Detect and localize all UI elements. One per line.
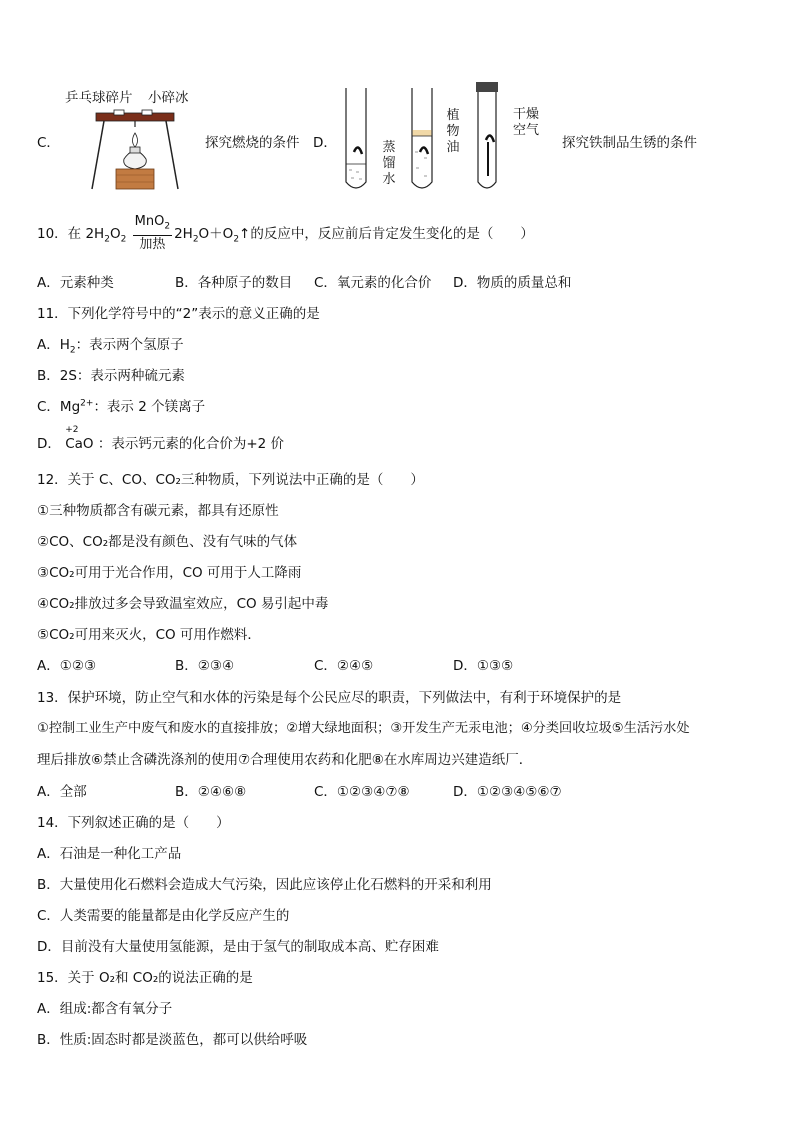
valence-mark: +2 — [65, 425, 79, 435]
q13-stem: 13．保护环境，防止空气和水体的污染是每个公民应尽的职责，下列做法中，有利于环境保护的是 — [37, 690, 622, 706]
q13-option-d[interactable]: D．①②③④⑤⑥⑦ — [453, 784, 562, 800]
q14-option-d[interactable]: D．目前没有大量使用氢能源，是由于氢气的制取成本高、贮存困难 — [37, 939, 439, 955]
q13-option-a[interactable]: A．全部 — [37, 784, 87, 800]
q14-stem: 14．下列叙述正确的是（ ） — [37, 815, 230, 831]
q10-option-c[interactable]: C．氧元素的化合价 — [314, 275, 432, 291]
q12-statement: ③CO₂可用于光合作用，CO 可用于人工降雨 — [37, 565, 302, 581]
q10-option-d[interactable]: D．物质的质量总和 — [453, 275, 572, 291]
q11-option-d[interactable]: D． +2 CaO ：表示钙元素的化合价为+2 价 — [37, 425, 285, 452]
q14-option-a[interactable]: A．石油是一种化工产品 — [37, 846, 182, 862]
label-pingpong: 乒乓球碎片 — [65, 90, 133, 106]
q10-stem: 10．在 $2H_2O_2$ $\frac{MnO_2}{\text{加热}}$ $2H_2O+O_2↑$的反应中，反应前后肯定发生变化的是（ ） — [37, 214, 534, 252]
q15-option-b[interactable]: B．性质:固态时都是淡蓝色，都可以供给呼吸 — [37, 1032, 308, 1048]
q10-option-a[interactable]: A．元素种类 — [37, 275, 114, 291]
q13-option-b[interactable]: B．②④⑥⑧ — [175, 784, 247, 800]
reaction-condition: $\frac{MnO_2}{\text{加热}}$ — [134, 214, 171, 252]
q15-option-a[interactable]: A．组成:都含有氧分子 — [37, 1001, 173, 1017]
caption-rust: 探究铁制品生锈的条件 — [562, 135, 697, 151]
q12-statement: ②CO、CO₂都是没有颜色、没有气味的气体 — [37, 534, 298, 550]
caption-combustion: 探究燃烧的条件 — [205, 135, 300, 151]
q12-statement: ①三种物质都含有碳元素，都具有还原性 — [37, 503, 279, 519]
q12-option-c[interactable]: C．②④⑤ — [314, 658, 374, 674]
q11-option-b[interactable]: B．2S：表示两种硫元素 — [37, 368, 185, 384]
q12-option-a[interactable]: A．①②③ — [37, 658, 97, 674]
q13-option-c[interactable]: C．①②③④⑦⑧ — [314, 784, 410, 800]
q12-stem: 12．关于 C、CO、CO₂三种物质，下列说法中正确的是（ ） — [37, 472, 424, 488]
q10-option-b[interactable]: B．各种原子的数目 — [175, 275, 293, 291]
label-ice: 小碎冰 — [148, 90, 189, 106]
q11-stem: 11．下列化学符号中的“2”表示的意义正确的是 — [37, 306, 320, 322]
option-letter-d: D． — [313, 135, 337, 151]
option-letter-c: C． — [37, 135, 60, 151]
rust-test-tubes-figure — [340, 82, 520, 194]
q12-option-b[interactable]: B．②③④ — [175, 658, 235, 674]
q14-option-b[interactable]: B．大量使用化石燃料会造成大气污染，因此应该停止化石燃料的开采和利用 — [37, 877, 492, 893]
q15-stem: 15．关于 O₂和 CO₂的说法正确的是 — [37, 970, 253, 986]
q13-measures-line2: 理后排放⑥禁止含磷洗涤剂的使用⑦合理使用农药和化肥⑧在水库周边兴建造纸厂． — [37, 752, 533, 768]
q12-statement: ④CO₂排放过多会导致温室效应，CO 易引起中毒 — [37, 596, 329, 612]
q12-option-d[interactable]: D．①③⑤ — [453, 658, 514, 674]
q11-option-c[interactable]: C．$Mg^{2+}$：表示 2 个镁离子 — [37, 398, 206, 415]
q14-option-c[interactable]: C．人类需要的能量都是由化学反应产生的 — [37, 908, 290, 924]
q13-measures-line1: ①控制工业生产中废气和废水的直接排放；②增大绿地面积；③开发生产无汞电池；④分类回收垃圾⑤生活污水处 — [37, 721, 690, 736]
q12-statement: ⑤CO₂可用来灭火，CO 可用作燃料． — [37, 627, 261, 643]
label-vegetable-oil: 植物油 — [446, 108, 460, 155]
label-dry-air: 干燥空气 — [512, 107, 539, 138]
combustion-apparatus-figure — [78, 103, 190, 193]
q11-option-a[interactable]: A．$H_2$：表示两个氢原子 — [37, 337, 184, 356]
label-distilled-water: 蒸馏水 — [382, 140, 396, 187]
